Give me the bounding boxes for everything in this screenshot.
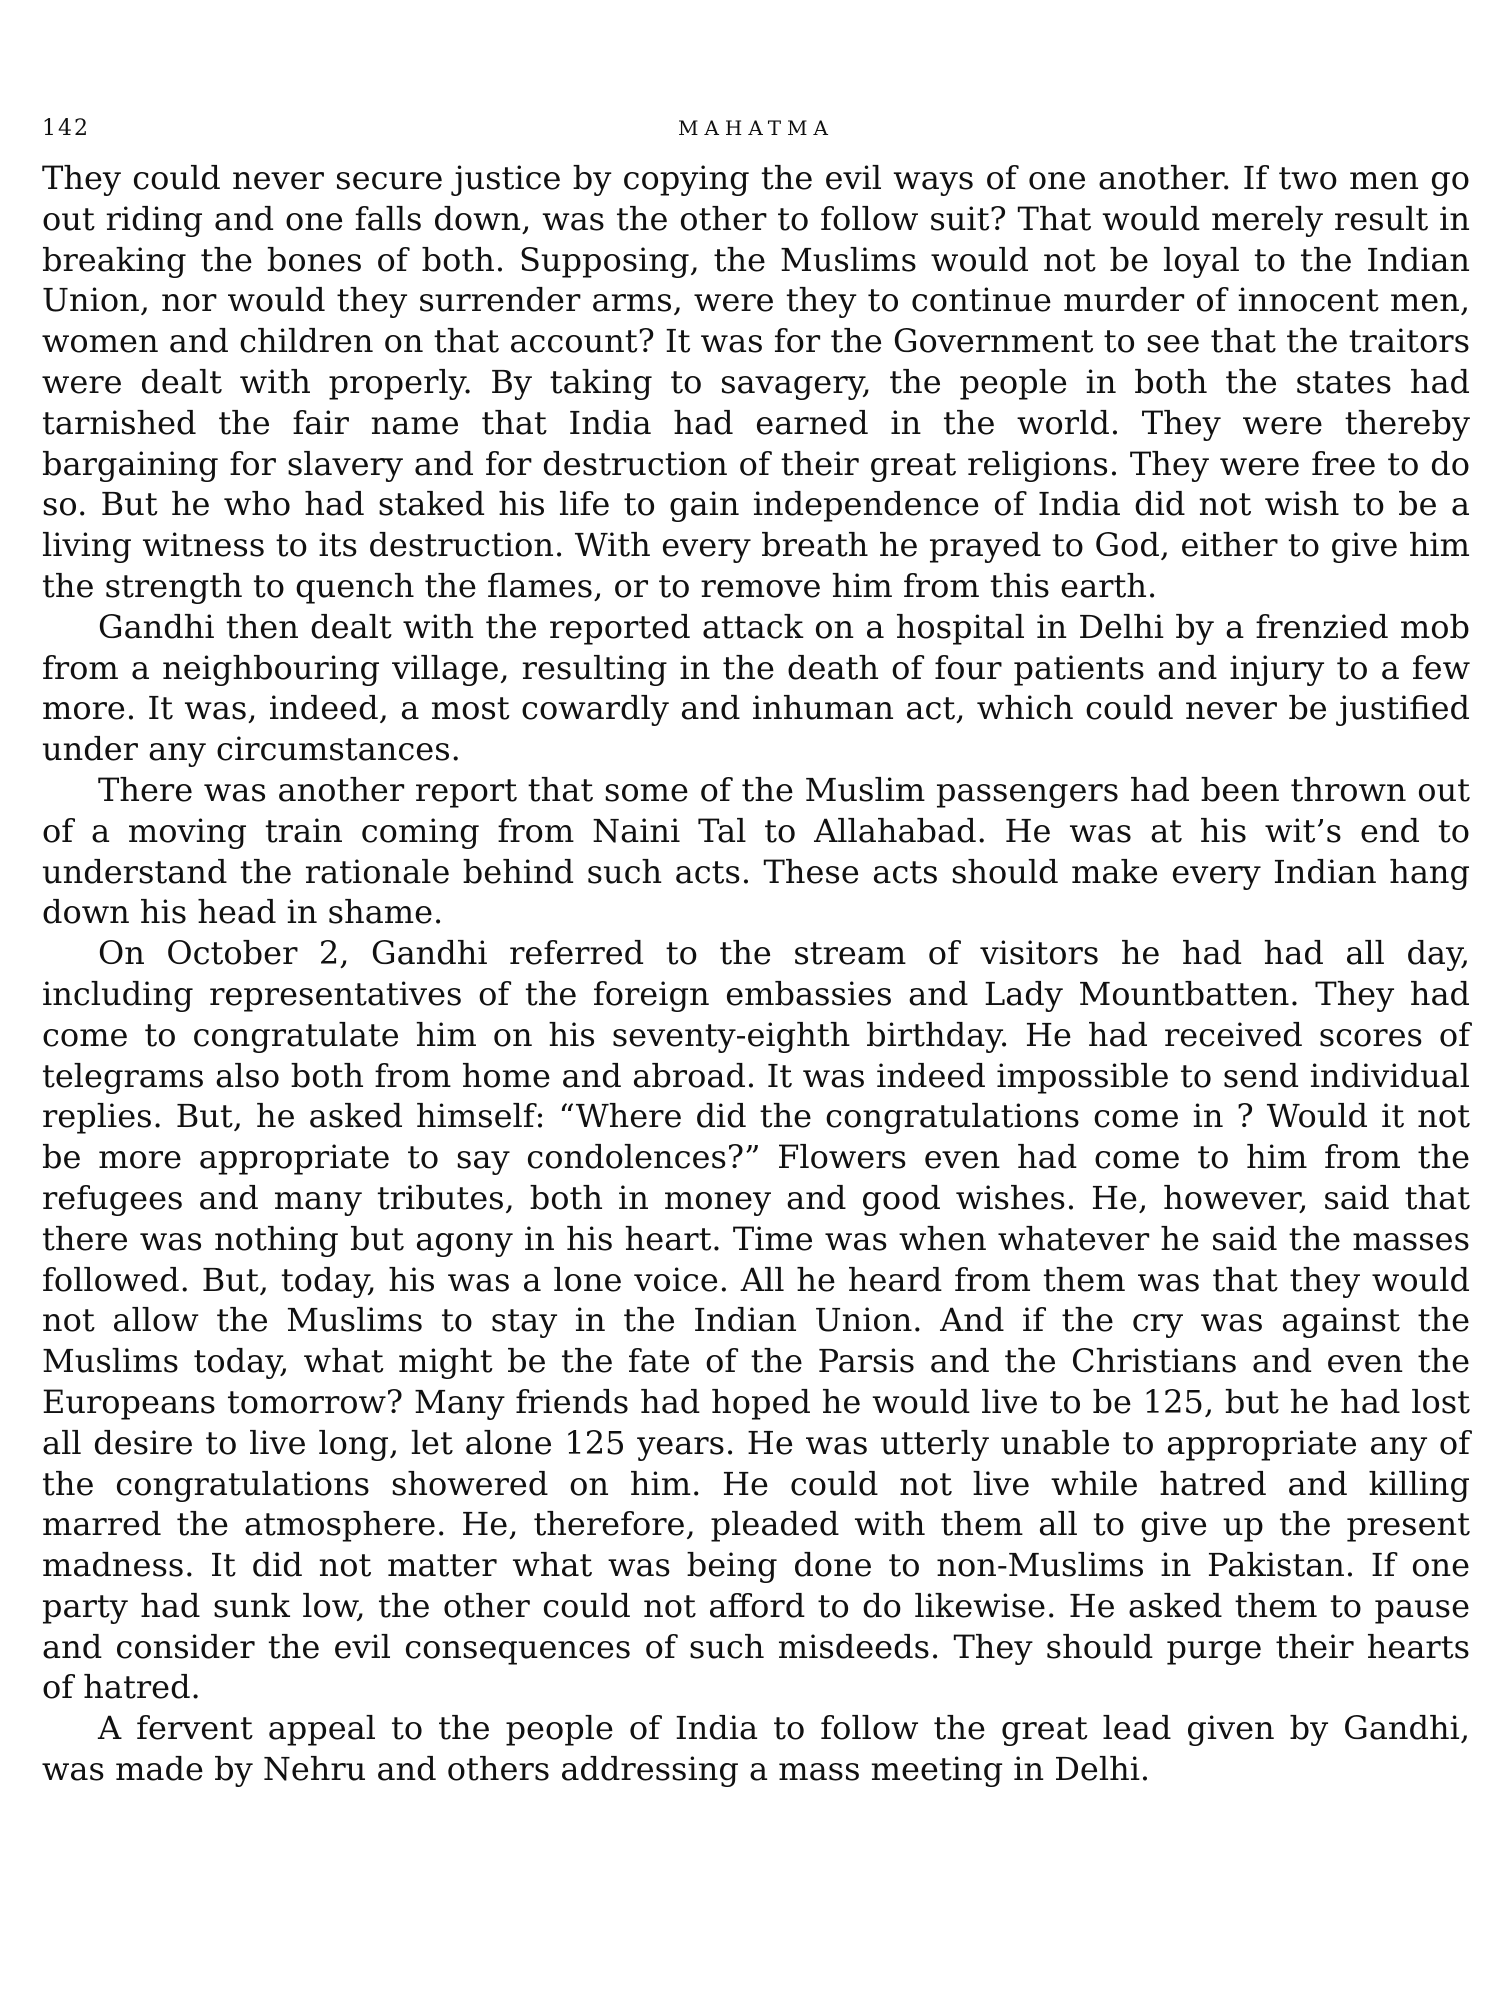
paragraph-1: They could never secure justice by copying the evil ways of one another. If two men go out riding and one falls down, was the other to follow suit? That would merely result in breaking the bones of both. Supposing, the Muslims would not be loyal to the Indian Union, nor would they surrender arms, were they to continue murder of innocent men, women and children on that account? It was for the Government to see that the traitors were dealt with properly. By taking to savagery, the people in both the states had tarnished the fair name that India had earned in the world. They were thereby bargaining for slavery and for destruction of their great religions. They were free to do so. But he who had staked his life to gain independence of India did not wish to be a living witness to its destruction. With every breath he prayed to God, either to give him the strength to quench the flames, or to remove him from this earth.: [42, 159, 1470, 605]
page-header: [42, 116, 1470, 150]
page-number: 142: [42, 116, 90, 141]
paragraph-3: There was another report that some of the Muslim passengers had been thrown out of a moving train coming from Naini Tal to Allahabad. He was at his wit’s end to understand the rationale behind such acts. These acts should make every Indian hang down his head in shame.: [42, 770, 1470, 932]
running-title: MAHATMA: [678, 116, 834, 140]
paragraph-4: On October 2, Gandhi referred to the stream of visitors he had had all day, including representatives of the foreign embassies and Lady Mountbatten. They had come to congratulate him on his seventy-eighth birthday. He had received scores of telegrams also both from home and abroad. It was indeed impossible to send individual replies. But, he asked himself: “Where did the congratulations come in ? Would it not be more appropriate to say condolences?” Flowers even had come to him from the refugees and many tributes, both in money and good wishes. He, however, said that there was nothing but agony in his heart. Time was when whatever he said the masses followed. But, today, his was a lone voice. All he heard from them was that they would not allow the Muslims to stay in the Indian Union. And if the cry was against the Muslims today, what might be the fate of the Parsis and the Christians and even the Europeans tomorrow? Many friends had hoped he would live to be 125, but he had lost all desire to live long, let alone 125 years. He was utterly unable to appropriate any of the congratulations showered on him. He could not live while hatred and killing marred the atmosphere. He, therefore, pleaded with them all to give up the present madness. It did not matter what was being done to non-Muslims in Pakistan. If one party had sunk low, the other could not afford to do likewise. He asked them to pause and consider the evil consequences of such misdeeds. They should purge their hearts of hatred.: [42, 934, 1470, 1707]
body-text: [42, 158, 1470, 1790]
paragraph-2: Gandhi then dealt with the reported attack on a hospital in Delhi by a frenzied mob from a neighbouring village, resulting in the death of four patients and injury to a few more. It was, indeed, a most cowardly and inhuman act, which could never be justified under any circumstances.: [42, 607, 1470, 769]
paragraph-5: A fervent appeal to the people of India to follow the great lead given by Gandhi, was made by Nehru and others addressing a mass meeting in Delhi.: [42, 1709, 1470, 1789]
